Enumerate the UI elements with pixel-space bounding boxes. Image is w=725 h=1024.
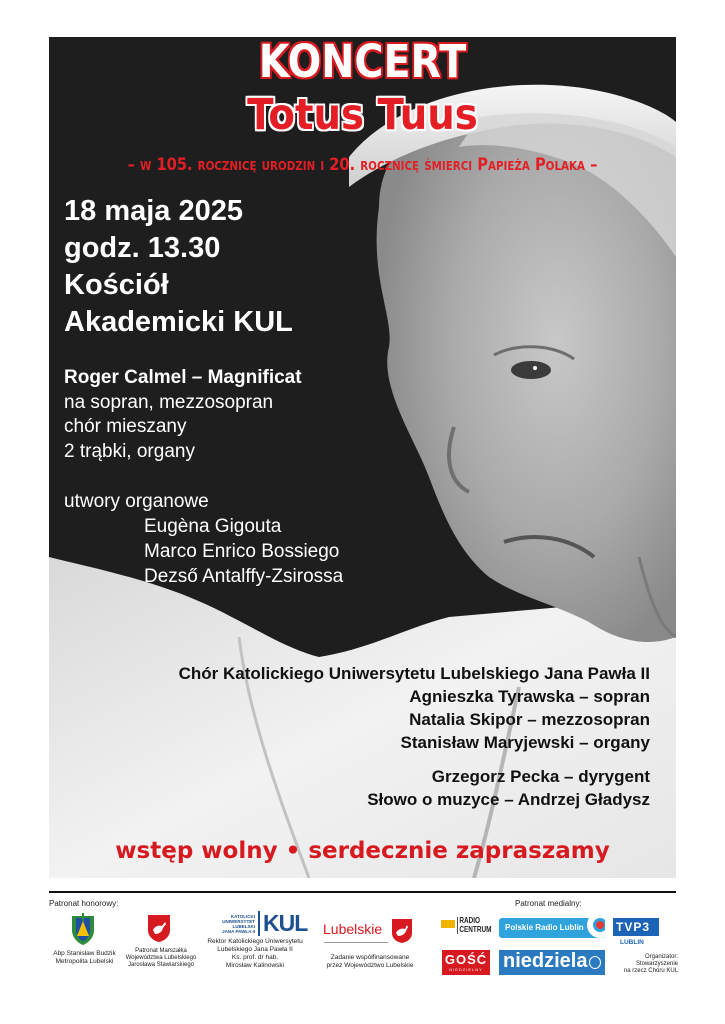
- kul-logo-text: KUL: [258, 911, 307, 936]
- niedziela-emblem-icon: [589, 956, 601, 969]
- choir-name: Chór Katolickiego Uniwersytetu Lubelskiego Jana Pawła II: [178, 664, 650, 683]
- footer-divider: [49, 891, 676, 893]
- program-work: Roger Calmel – Magnificat: [64, 367, 302, 388]
- polskie-radio-lublin-logo: Polskie Radio Lublin: [499, 918, 605, 938]
- organ-works: [64, 489, 343, 589]
- performers: [179, 662, 650, 811]
- dedication-line: – w 105. rocznicę urodzin i 20. rocznicę śmierci Papieża Polaka –: [127, 155, 598, 175]
- conductor: Grzegorz Pecka – dyrygent: [431, 767, 650, 786]
- event-time: godz. 13.30: [64, 232, 221, 264]
- honorary-patronage-label: Patronat honorowy:: [49, 899, 119, 908]
- kul-rector-caption: Rektor Katolickiego Uniwersytetu Lubelskiego Jana Pawła II Ks. prof. dr hab. Mirosław Kalinowski: [207, 938, 303, 969]
- concert-name: Totus Tuus: [247, 90, 478, 140]
- gosc-niedzielny-logo: GOŚĆ NIEDZIELNY: [442, 950, 490, 975]
- event-date: 18 maja 2025: [64, 195, 243, 227]
- organizer-caption: Organizator: Stowarzyszenie na rzecz Chóru KUL: [623, 954, 678, 974]
- closing-invitation: wstęp wolny • serdecznie zapraszamy: [115, 838, 610, 864]
- radio-centrum-logo: RADIO CENTRUM: [441, 917, 493, 935]
- program-line: chór mieszany: [64, 416, 187, 437]
- kul-logo-small-text: KATOLICKI UNIWERSYTET LUBELSKI JANA PAWŁA II: [222, 914, 255, 934]
- program-line: na sopran, mezzosopran: [64, 391, 274, 413]
- event-venue-line2: Akademicki KUL: [64, 306, 293, 338]
- poster-photo-area: [49, 37, 676, 878]
- tvp3-logo: TVP3: [613, 918, 659, 936]
- voivodeship-crest-icon: [147, 914, 171, 943]
- archbishop-crest-icon: [68, 912, 98, 946]
- poster-title: KONCERT: [258, 37, 467, 88]
- lubelskie-logo-text: Lubelskie: [323, 921, 383, 937]
- lubelskie-logo: [323, 918, 415, 946]
- lubelskie-crest-icon: [391, 918, 413, 944]
- voivodeship-caption: Patronat Marszałka Województwa Lubelskiego Jarosława Stawiarskiego: [125, 948, 197, 968]
- soloist: Stanisław Maryjewski – organy: [400, 733, 650, 752]
- media-patronage-label: Patronat medialny:: [515, 899, 582, 908]
- composer: Eugèna Gigouta: [144, 516, 282, 537]
- organ-works-heading: utwory organowe: [64, 491, 209, 512]
- program-line: 2 trąbki, organy: [64, 440, 195, 462]
- soloist: Agnieszka Tyrawska – sopran: [409, 687, 650, 706]
- soloist: Natalia Skipor – mezzosopran: [409, 710, 650, 729]
- radio-centrum-mark-icon: [441, 920, 455, 928]
- tvp3-region: LUBLIN: [620, 939, 644, 946]
- lubelskie-caption: Zadanie współfinansowane przez Województwo Lubelskie: [326, 954, 414, 969]
- program: [64, 366, 302, 464]
- speaker: Słowo o muzyce – Andrzej Gładysz: [367, 790, 650, 809]
- niedziela-logo: niedziela: [499, 950, 605, 975]
- archbishop-caption: Abp Stanisław Budzik Metropolita Lubelski: [53, 950, 116, 965]
- kul-logo: [211, 910, 308, 936]
- composer: Dezső Antalffy-Zsirossa: [144, 566, 344, 587]
- event-venue-line1: Kościół: [64, 269, 169, 301]
- event-info: [64, 193, 293, 341]
- composer: Marco Enrico Bossiego: [144, 541, 340, 562]
